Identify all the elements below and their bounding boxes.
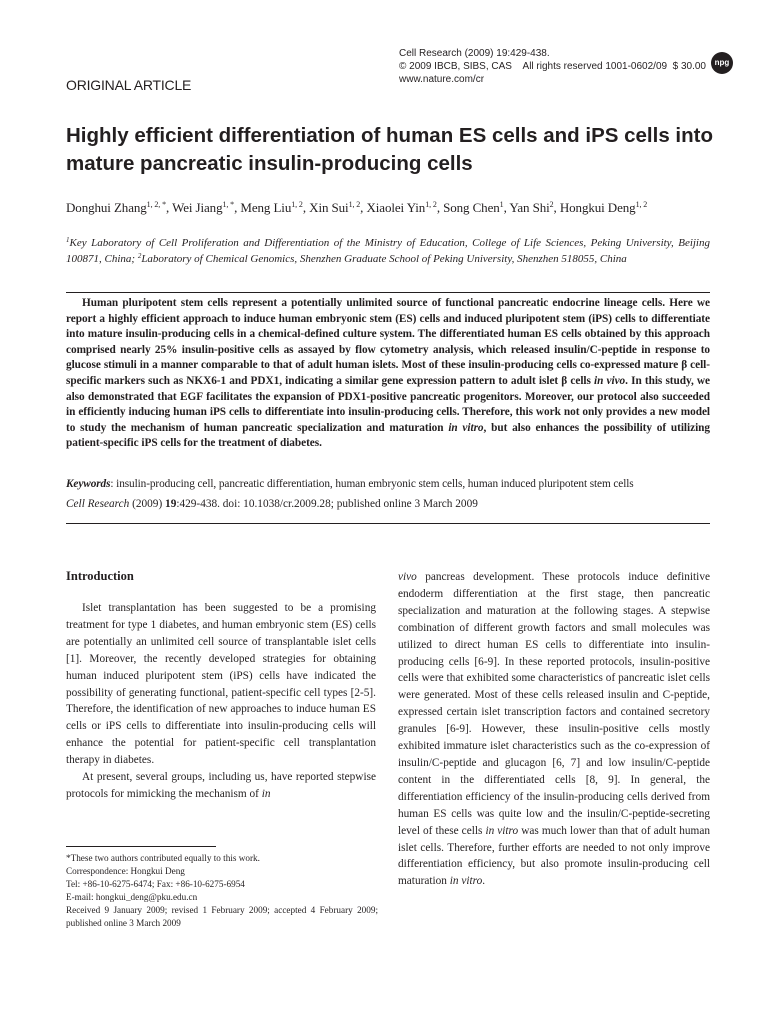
copyright-line: © 2009 IBCB, SIBS, CAS All rights reserved 1001-0602/09 $ 30.00 [399,61,706,72]
author: Xiaolei Yin$^{1, 2}$, [366,200,444,215]
footnote-email[interactable]: E-mail: hongkui_deng@pku.edu.cn [66,892,198,902]
footnote-correspondence: Correspondence: Hongkui Deng [66,866,185,876]
paragraph: At present, several groups, including us, have reported stepwise protocols for mimicking the mechanism of in [66,771,376,800]
author: Song Chen$^1$, [443,200,510,215]
keywords: Keywords: insulin-producing cell, pancreatic differentiation, human embryonic stem cells, human induced pluripotent stem cells [66,478,634,490]
author-list [66,200,726,216]
journal-url[interactable]: www.nature.com/cr [399,74,485,85]
author: Xin Sui$^{1, 2}$, [309,200,367,215]
affiliations: $^1$Key Laboratory of Cell Proliferation and Differentiation of the Ministry of Education, College of Life Sciences, Peking University, Beijing 100871, China; $^2$Laboratory of Chemical Genomics, Shenzhen Graduate School of Peking University, Shenzhen 518055, China [66,236,710,265]
intro-right-column [398,569,710,890]
author: Donghui Zhang$^{1, 2, *}$, [66,200,173,215]
author: Wei Jiang$^{1, *}$, [172,200,241,215]
footnote-received: Received 9 January 2009; revised 1 February 2009; accepted 4 February 2009; published online 3 March 2009 [66,905,378,928]
author: Meng Liu$^{1, 2}$, [240,200,310,215]
footnotes [66,852,378,930]
npg-logo: npg [711,52,733,74]
author: Yan Shi$^2$, [509,200,560,215]
citation: Cell Research (2009) 19:429-438. doi: 10.1038/cr.2009.28; published online 3 March 2009 [66,498,478,510]
section-heading-introduction: Introduction [66,569,134,583]
paragraph: Islet transplantation has been suggested to be a promising treatment for type 1 diabetes, and human embryonic stem (ES) cells are potentially an unlimited cell source of transplantable islet cells [1]. Moreover, the recently developed strategies for obtaining human induced pluripotent stem (iPS) cells have indicated the possibility of generating functional, patient-specific cell types [2-5]. Therefore, the identification of new approaches to induce human ES cells or iPS cells to differentiate into insulin-producing cells will enhance the potential for patient-specific cell transplantation therapy in diabetes. [66,602,376,767]
journal-line: Cell Research (2009) 19:429-438. [399,48,550,59]
paragraph: vivo pancreas development. These protocols induce definitive endoderm differentiation at the first stage, then pancreatic specialization and maturation at the following stages. A stepwise combination of different growth factors and small molecules was utilized to direct human ES cells to differentiate into insulin-producing cells [6-9]. In these reported protocols, insulin-positive cells were that exhibited some characteristics of pancreatic islet cells were generated. Most of these cells released insulin and C-peptide, expressed certain islet transcription factors and contained secretory granules [6-9]. However, these insulin-positive cells mostly exhibited immature islet characteristics such as the co-expression of insulin/C-peptide and glucagon [6, 7] and low insulin/C-peptide content in the differentiated cells [8, 9]. In general, the differentiation efficiency of the insulin-producing cells derived from human ES cells was quite low and the insulin/C-peptide-secreting level of these cells in vitro was much lower than that of adult human islet cells. Therefore, further efforts are needed to not only improve differentiation efficiency, but also promote insulin-producing cell maturation in vitro. [398,571,711,888]
abstract: Human pluripotent stem cells represent a potentially unlimited source of functional pancreatic endocrine lineage cells. Here we report a highly efficient approach to induce human embryonic stem (ES) cells and induced pluripotent stem (iPS) cells to differentiate into mature insulin-producing cells in a chemical-defined culture system. The differentiated human ES cells obtained by this approach comprised nearly 25% insulin-positive cells as assayed by flow cytometry analysis, which released insulin/C-peptide in response to glucose stimuli in a manner comparable to that of adult human islets. Most of these insulin-producing cells co-expressed mature β cell-specific markers such as NKX6-1 and PDX1, indicating a similar gene expression pattern to adult islet β cells in vivo. In this study, we also demonstrated that EGF facilitates the expansion of PDX1-positive pancreatic progenitors. Moreover, our protocol also succeeded in efficiently inducing human iPS cells to differentiate into insulin-producing cells. Therefore, this work not only provides a new model to study the mechanism of human pancreatic specialization and maturation in vitro, but also enhances the possibility of utilizing patient-specific iPS cells for the treatment of diabetes. [66,297,710,450]
abstract-bottom-rule [66,523,710,524]
footnote-equal-contribution: *These two authors contributed equally to this work. [66,853,260,863]
article-title: Highly efficient differentiation of human ES cells and iPS cells into mature pancreatic insulin-producing cells [66,124,713,175]
footnote-tel: Tel: +86-10-6275-6474; Fax: +86-10-6275-6954 [66,879,245,889]
author: Hongkui Deng$^{1, 2}$ [559,200,648,215]
abstract-top-rule [66,292,710,293]
footnote-rule [66,846,216,847]
article-type: ORIGINAL ARTICLE [66,77,192,93]
publication-info [399,47,706,86]
intro-left-column [66,600,376,803]
